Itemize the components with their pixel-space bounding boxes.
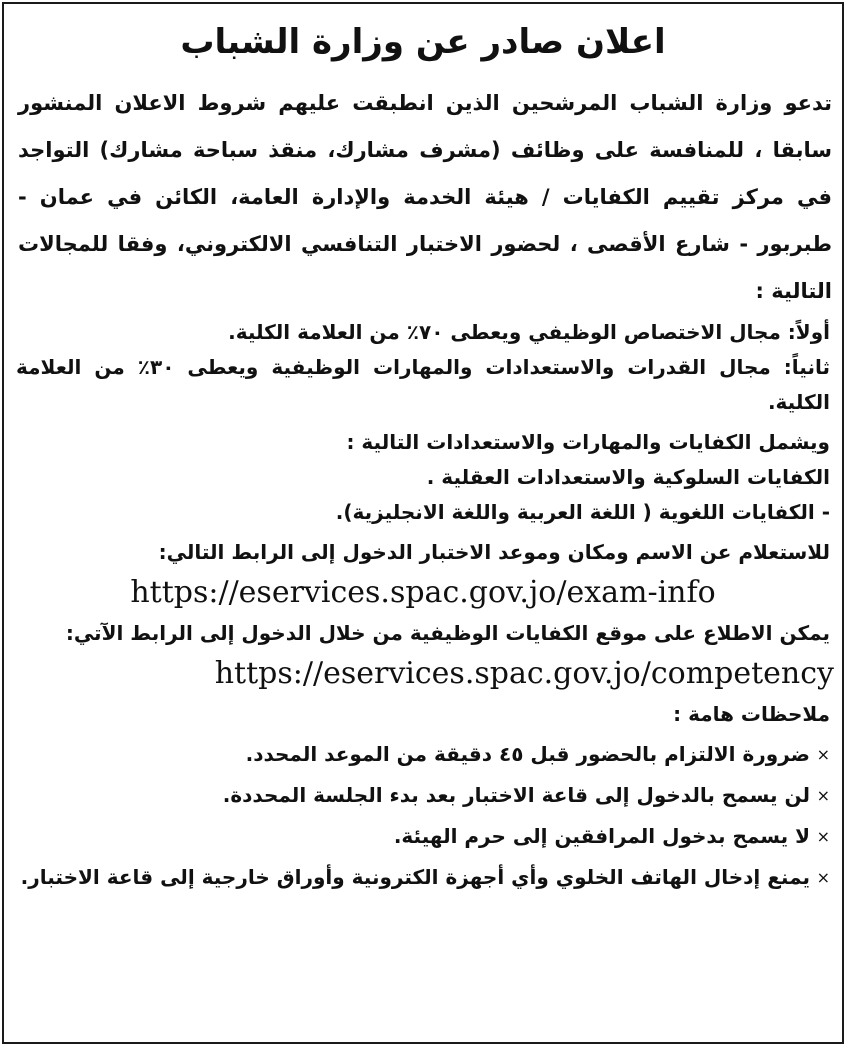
cross-bullet-icon: ×	[816, 745, 830, 764]
note-text: يمنع إدخال الهاتف الخلوي وأي أجهزة الكترونية وأوراق خارجية إلى قاعة الاختبار.	[20, 865, 810, 889]
note-item	[16, 820, 830, 853]
exam-info-link[interactable]: https://eservices.spac.gov.jo/exam-info	[130, 575, 716, 610]
includes-behavioral: الكفايات السلوكية والاستعدادات العقلية .	[426, 465, 830, 489]
note-item	[16, 779, 830, 812]
cross-bullet-icon: ×	[816, 827, 830, 846]
notes-list	[16, 738, 830, 894]
note-item	[16, 861, 830, 894]
announcement-title: اعلان صادر عن وزارة الشباب	[180, 22, 666, 62]
cross-bullet-icon: ×	[816, 786, 830, 805]
note-text: لا يسمح بدخول المرافقين إلى حرم الهيئة.	[393, 824, 810, 848]
includes-heading: ويشمل الكفايات والمهارات والاستعدادات التالية :	[346, 430, 830, 454]
intro-paragraph: تدعو وزارة الشباب المرشحين الذين انطبقت عليهم شروط الاعلان المنشور سابقا ، للمنافسة على وظائف (مشرف مشارك، منقذ سباحة مشارك) التواجد في مركز تقييم الكفايات / هيئة الخدمة والإدارة العامة، الكائن في عمان - طبربور - شارع الأقصى ، لحضور الاختبار التنافسي الالكتروني، وفقا للمجالات التالية :	[18, 91, 832, 303]
field-first: أولاً: مجال الاختصاص الوظيفي ويعطى ٧٠٪ من العلامة الكلية.	[228, 320, 830, 344]
cross-bullet-icon: ×	[816, 868, 830, 887]
note-text: لن يسمح بالدخول إلى قاعة الاختبار بعد بدء الجلسة المحددة.	[222, 783, 810, 807]
announcement-notice	[2, 2, 844, 1044]
inquiry-text: للاستعلام عن الاسم ومكان وموعد الاختبار الدخول إلى الرابط التالي:	[158, 540, 830, 564]
note-item	[16, 738, 830, 771]
field-second: ثانياً: مجال القدرات والاستعدادات والمهارات الوظيفية ويعطى ٣٠٪ من العلامة الكلية.	[16, 355, 831, 414]
notes-heading: ملاحظات هامة :	[673, 702, 830, 726]
note-text: ضرورة الالتزام بالحضور قبل ٤٥ دقيقة من الموعد المحدد.	[245, 742, 810, 766]
competency-link[interactable]: https://eservices.spac.gov.jo/competency	[214, 656, 834, 691]
competency-text: يمكن الاطلاع على موقع الكفايات الوظيفية من خلال الدخول إلى الرابط الآتي:	[65, 621, 830, 645]
includes-language: - الكفايات اللغوية ( اللغة العربية واللغة الانجليزية).	[335, 500, 830, 524]
